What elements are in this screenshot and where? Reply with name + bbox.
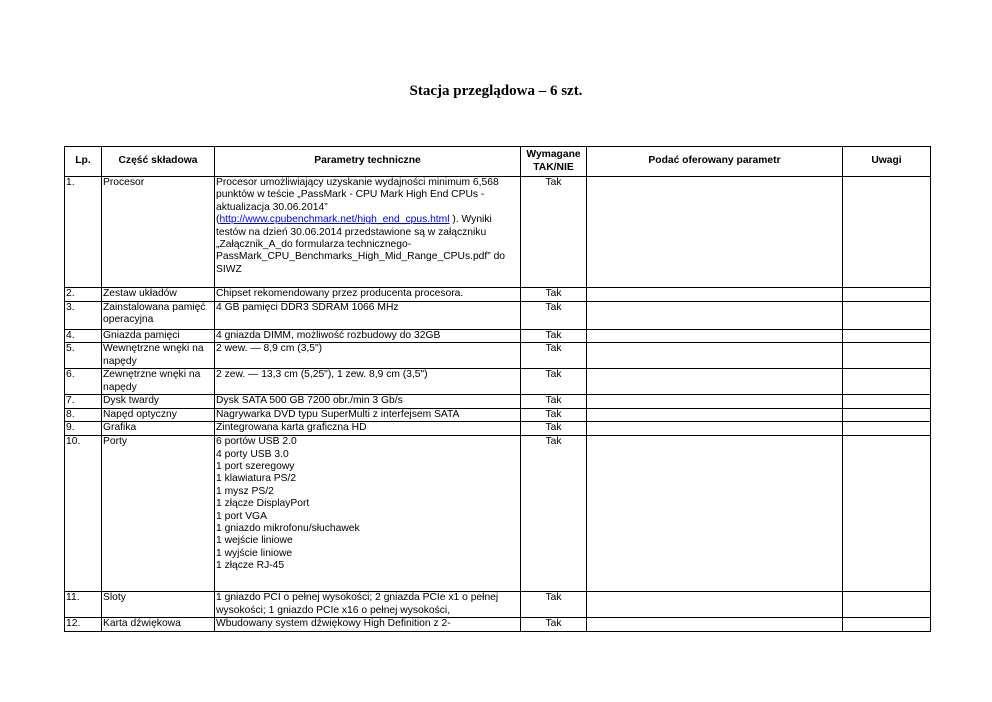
- row-required: Tak: [521, 288, 587, 302]
- row-required: Tak: [521, 422, 587, 436]
- row-offered-cell[interactable]: [587, 395, 843, 408]
- row-offered-cell[interactable]: [587, 592, 843, 618]
- row-part: Wewnętrzne wnęki na napędy: [102, 343, 215, 369]
- row-notes-cell[interactable]: [843, 369, 931, 395]
- row-required: Tak: [521, 343, 587, 369]
- table-row: [65, 343, 931, 369]
- row-required: Tak: [521, 177, 587, 288]
- table-row: [65, 408, 931, 421]
- row-lp: 6.: [65, 369, 102, 395]
- row-offered-cell[interactable]: [587, 330, 843, 343]
- row-offered-cell[interactable]: [587, 618, 843, 632]
- row-params: [215, 177, 521, 288]
- row-notes-cell[interactable]: [843, 618, 931, 632]
- row-notes-cell[interactable]: [843, 395, 931, 408]
- row-required: Tak: [521, 330, 587, 343]
- row-params: 2 zew. — 13,3 cm (5,25"), 1 zew. 8,9 cm (3,5"): [215, 369, 521, 395]
- row-params: 2 wew. — 8,9 cm (3,5"): [215, 343, 521, 369]
- header-params: Parametry techniczne: [215, 147, 521, 177]
- row-part: Gniazda pamięci: [102, 330, 215, 343]
- row-part: Napęd optyczny: [102, 408, 215, 421]
- row-lp: 9.: [65, 422, 102, 436]
- header-part: Część składowa: [102, 147, 215, 177]
- row-offered-cell[interactable]: [587, 436, 843, 592]
- table-row: [65, 592, 931, 618]
- row-notes-cell[interactable]: [843, 177, 931, 288]
- row-part: Porty: [102, 436, 215, 592]
- row-notes-cell[interactable]: [843, 436, 931, 592]
- row-notes-cell[interactable]: [843, 330, 931, 343]
- row-lp: 5.: [65, 343, 102, 369]
- row-params: 6 portów USB 2.0 4 porty USB 3.0 1 port szeregowy 1 klawiatura PS/2 1 mysz PS/2 1 złącze DisplayPort 1 port VGA 1 gniazdo mikrofonu/słuchawek 1 wejście liniowe 1 wyjście liniowe 1 złącze RJ-45: [215, 436, 521, 592]
- row-required: Tak: [521, 618, 587, 632]
- table-row: [65, 436, 931, 592]
- row-params: 4 GB pamięci DDR3 SDRAM 1066 MHz: [215, 302, 521, 330]
- row-lp: 12.: [65, 618, 102, 632]
- row-part: Dysk twardy: [102, 395, 215, 408]
- row-params-text: ). Wyniki testów na dzień 30.06.2014 przedstawione są w załączniku „Załącznik_A_do formularza technicznego-PassMark_CPU_Benchmarks_High_Mid_Range_CPUs.pdf” do SIWZ: [216, 214, 506, 275]
- row-offered-cell[interactable]: [587, 422, 843, 436]
- cpubenchmark-link[interactable]: http://www.cpubenchmark.net/high_end_cpus.html: [219, 214, 450, 226]
- row-part: Procesor: [102, 177, 215, 288]
- table-row: [65, 395, 931, 408]
- row-offered-cell[interactable]: [587, 177, 843, 288]
- row-params: 4 gniazda DIMM, możliwość rozbudowy do 32GB: [215, 330, 521, 343]
- row-params-text: Procesor umożliwiający uzyskanie wydajności minimum 6,568 punktów w teście „PassMark - CPU Mark High End CPUs - aktualizacja 30.06.2014” (: [216, 177, 499, 226]
- row-required: Tak: [521, 436, 587, 592]
- table-row: [65, 302, 931, 330]
- document-title: Stacja przeglądowa – 6 szt.: [409, 83, 583, 99]
- row-required: Tak: [521, 592, 587, 618]
- row-offered-cell[interactable]: [587, 343, 843, 369]
- row-required: Tak: [521, 369, 587, 395]
- row-params: Nagrywarka DVD typu SuperMulti z interfejsem SATA: [215, 408, 521, 421]
- row-params: 1 gniazdo PCI o pełnej wysokości; 2 gniazda PCIe x1 o pełnej wysokości; 1 gniazdo PCIe x16 o pełnej wysokości,: [215, 592, 521, 618]
- row-part: Zainstalowana pamięć operacyjna: [102, 302, 215, 330]
- row-offered-cell[interactable]: [587, 408, 843, 421]
- row-params: Zintegrowana karta graficzna HD: [215, 422, 521, 436]
- table-row: [65, 369, 931, 395]
- row-params: Chipset rekomendowany przez producenta procesora.: [215, 288, 521, 302]
- specification-table: [64, 146, 931, 632]
- header-lp: Lp.: [65, 147, 102, 177]
- row-required: Tak: [521, 408, 587, 421]
- table-row: [65, 618, 931, 632]
- table-header-row: [65, 147, 931, 177]
- row-part: Karta dźwiękowa: [102, 618, 215, 632]
- row-offered-cell[interactable]: [587, 288, 843, 302]
- row-required: Tak: [521, 395, 587, 408]
- row-part: Sloty: [102, 592, 215, 618]
- row-part: Zestaw układów: [102, 288, 215, 302]
- row-params: Wbudowany system dźwiękowy High Definition z 2-: [215, 618, 521, 632]
- row-notes-cell[interactable]: [843, 592, 931, 618]
- row-lp: 11.: [65, 592, 102, 618]
- table-row: [65, 422, 931, 436]
- row-lp: 3.: [65, 302, 102, 330]
- row-required: Tak: [521, 302, 587, 330]
- row-offered-cell[interactable]: [587, 369, 843, 395]
- header-required: Wymagane TAK/NIE: [521, 147, 587, 177]
- row-lp: 7.: [65, 395, 102, 408]
- row-notes-cell[interactable]: [843, 343, 931, 369]
- row-notes-cell[interactable]: [843, 422, 931, 436]
- header-notes: Uwagi: [843, 147, 931, 177]
- row-offered-cell[interactable]: [587, 302, 843, 330]
- header-offered: Podać oferowany parametr: [587, 147, 843, 177]
- row-part: Zewnętrzne wnęki na napędy: [102, 369, 215, 395]
- table-row: [65, 288, 931, 302]
- row-lp: 10.: [65, 436, 102, 592]
- row-lp: 4.: [65, 330, 102, 343]
- row-params: Dysk SATA 500 GB 7200 obr./min 3 Gb/s: [215, 395, 521, 408]
- row-part: Grafika: [102, 422, 215, 436]
- row-notes-cell[interactable]: [843, 408, 931, 421]
- row-lp: 8.: [65, 408, 102, 421]
- table-row: [65, 330, 931, 343]
- row-lp: 2.: [65, 288, 102, 302]
- table-row: [65, 177, 931, 288]
- row-lp: 1.: [65, 177, 102, 288]
- row-notes-cell[interactable]: [843, 302, 931, 330]
- row-notes-cell[interactable]: [843, 288, 931, 302]
